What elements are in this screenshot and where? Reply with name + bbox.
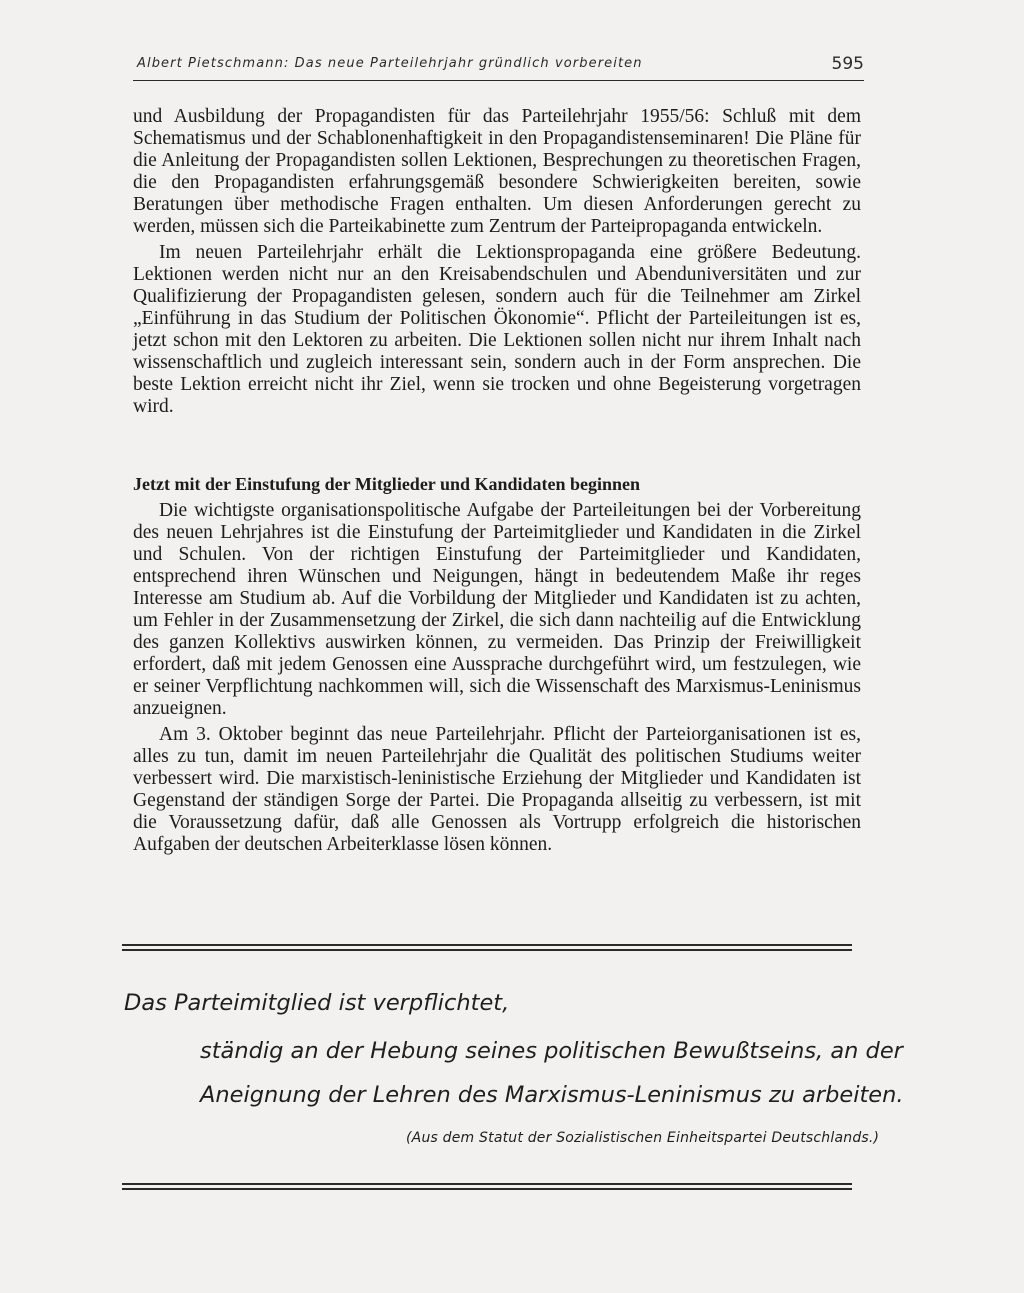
paragraph-continued: und Ausbildung der Propagandisten für das Parteilehrjahr 1955/56: Schluß mit dem Schematismus und der Schablonenhaftigkeit in den Propagandistenseminaren! Die Pläne für die Anleitung der Propagandisten sollen Lektionen, Besprechungen zu theoretischen Fragen, die den Propagandisten erfahrungsgemäß besondere Schwierigkeiten bereiten, sowie Beratungen über methodische Fragen enthalten. Um diesen Anforderungen gerecht zu werden, müssen sich die Parteikabinette zum Zentrum der Parteipropaganda entwickeln. [133,106,861,237]
paragraph-einstufung: Die wichtigste organisationspolitische Aufgabe der Parteileitungen bei der Vorbereitung des neuen Lehrjahres ist die Einstufung der Parteimitglieder und Kandidaten in die Zirkel und Schulen. Von der richtigen Einstufung der Parteimitglieder und Kandidaten, entsprechend ihren Wünschen und Neigungen, hängt in bedeutendem Maße ihr reges Interesse am Studium ab. Auf die Vorbildung der Mitglieder und Kandidaten ist zu achten, um Fehler in der Zusammensetzung der Zirkel, die sich dann nachteilig auf die Entwicklung des ganzen Kollektivs auswirken können, zu vermeiden. Das Prinzip der Freiwilligkeit erfordert, daß mit jedem Genossen eine Aussprache durchgeführt wird, um festzulegen, wie er seiner Verpflichtung nachkommen will, sich die Wissenschaft des Marxismus-Leninismus anzueignen. [133,500,861,719]
quote-line-3: Aneignung der Lehren des Marxismus-Leninismus zu arbeiten. [200,1082,904,1108]
running-head [133,50,864,81]
quote-source: (Aus dem Statut der Sozialistischen Einheitspartei Deutschlands.) [406,1130,880,1146]
double-rule-top [122,944,852,954]
page-number: 595 [831,54,864,74]
quote-line-2: ständig an der Hebung seines politischen Bewußtseins, an der [200,1038,903,1064]
body-text-block-1 [133,106,861,422]
body-text-block-2 [133,500,861,860]
paragraph-parteilehrjahr-start: Am 3. Oktober beginnt das neue Parteilehrjahr. Pflicht der Parteiorganisationen ist es, alles zu tun, damit im neuen Parteilehrjahr die Qualität des politischen Studiums weiter verbessert wird. Die marxistisch-leninistische Erziehung der Mitglieder und Kandidaten ist Gegenstand der ständigen Sorge der Partei. Die Propaganda allseitig zu verbessern, ist mit die Voraussetzung dafür, daß alle Genossen als Vortrupp erfolgreich die historischen Aufgaben der deutschen Arbeiterklasse lösen können. [133,724,861,855]
section-heading: Jetzt mit der Einstufung der Mitglieder und Kandidaten beginnen [133,474,641,494]
double-rule-bottom [122,1183,852,1193]
running-title: Albert Pietschmann: Das neue Parteilehrjahr gründlich vorbereiten [137,56,643,71]
quote-line-1: Das Parteimitglied ist verpflichtet, [124,990,510,1016]
paragraph-lektionspropaganda: Im neuen Parteilehrjahr erhält die Lektionspropaganda eine größere Bedeutung. Lektionen werden nicht nur an den Kreisabendschulen und Abenduniversitäten und zur Qualifizierung der Propagandisten gelesen, sondern auch für die Teilnehmer am Zirkel „Einführung in das Studium der Politischen Ökonomie“. Pflicht der Parteileitungen ist es, jetzt schon mit den Lektoren zu arbeiten. Die Lektionen sollen nicht nur ihrem Inhalt nach wissenschaftlich und zugleich interessant sein, sondern auch in der Form ansprechen. Die beste Lektion erreicht nicht ihr Ziel, wenn sie trocken und ohne Begeisterung vorgetragen wird. [133,242,861,417]
